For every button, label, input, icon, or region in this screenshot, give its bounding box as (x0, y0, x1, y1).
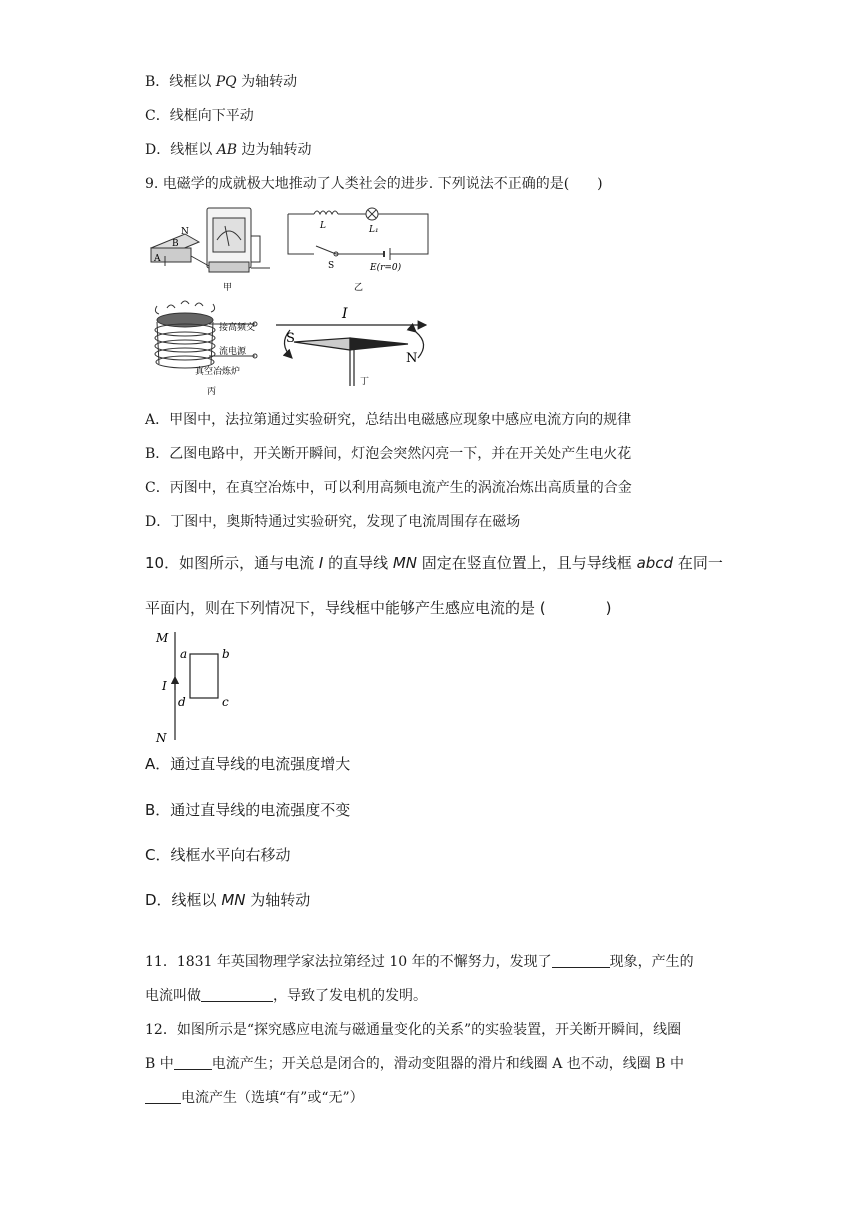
answer-blank[interactable] (174, 1055, 212, 1070)
label-ding: 丁 (360, 377, 370, 387)
stem-text: 固定在竖直位置上，且与导线框 (417, 554, 637, 572)
figure-jia (145, 206, 275, 294)
q10-option-b: B．通过直导线的电流强度不变 (145, 801, 351, 819)
q10-stem-line2: 平面内，则在下列情况下，导线框中能够产生感应电流的是 ( ) (145, 599, 612, 617)
option-text: 为轴转动 (245, 891, 311, 909)
answer-blank[interactable] (201, 987, 273, 1002)
q12-line3 (145, 1088, 364, 1108)
q12-line1: 12．如图所示是“探究感应电流与磁通量变化的关系”的实验装置，开关断开瞬间，线圈 (145, 1022, 682, 1038)
q11-line2 (145, 986, 427, 1006)
q8-option-c: C．线框向下平动 (145, 108, 254, 124)
figure-yi-circuit (284, 206, 434, 294)
label-power: 流电源 (219, 347, 247, 357)
label-n: N (156, 731, 167, 744)
q9-option-a: A．甲图中，法拉第通过实验研究，总结出电磁感应现象中感应电流方向的规律 (145, 412, 632, 428)
label-n-mag: N (181, 227, 189, 237)
q10-option-d (145, 890, 310, 910)
q8-option-b (145, 72, 297, 92)
stem-text: 在同一 (673, 554, 723, 572)
answer-blank[interactable] (552, 953, 610, 968)
label-d: d (178, 695, 186, 709)
label-c: c (222, 695, 229, 709)
label-m: M (156, 631, 169, 645)
label-l: L (320, 221, 326, 231)
q9-option-d: D．丁图中，奥斯特通过实验研究，发现了电流周围存在磁场 (145, 514, 521, 530)
option-text: 边为轴转动 (237, 142, 312, 158)
q10-stem-line1 (145, 553, 723, 573)
option-text: 为轴转动 (236, 74, 298, 90)
option-text: B．线框以 (145, 74, 216, 90)
q11-text: 电流叫做 (145, 988, 201, 1004)
label-b: b (222, 647, 230, 661)
label-current-i: I (342, 306, 348, 322)
q12-text: 电流产生（选填“有”或“无”） (181, 1090, 364, 1106)
q11-text: 现象，产生的 (609, 954, 694, 970)
label-furnace: 真空冶炼炉 (195, 367, 241, 377)
figure-q10-wire-frame (150, 628, 240, 744)
label-a: a (180, 647, 188, 661)
label-high-freq: 接高频交 (219, 323, 256, 333)
label-jia: 甲 (223, 283, 233, 293)
label-l1: L₁ (369, 225, 379, 235)
math-var: MN (392, 554, 418, 572)
option-text: D．线框以 (145, 891, 222, 909)
q8-option-d (145, 140, 312, 160)
q11-text: ，导致了发电机的发明。 (273, 988, 427, 1004)
label-i: I (162, 679, 167, 693)
label-bing: 丙 (207, 387, 217, 397)
label-b: B (172, 239, 179, 249)
label-a: A (154, 254, 161, 264)
q10-option-a: A．通过直导线的电流强度增大 (145, 755, 351, 773)
stem-text: 10．如图所示，通与电流 (145, 554, 319, 572)
figure-ding-compass (276, 300, 436, 400)
q12-text: 电流产生；开关总是闭合的，滑动变阻器的滑片和线圈 A 也不动，线圈 B 中 (211, 1056, 684, 1072)
math-var: MN (221, 891, 246, 909)
option-text: D．线框以 (145, 142, 217, 158)
label-s: S (328, 261, 335, 271)
answer-blank[interactable] (145, 1089, 181, 1104)
q9-option-b: B．乙图电路中，开关断开瞬间，灯泡会突然闪亮一下，并在开关处产生电火花 (145, 446, 632, 462)
math-var: AB (216, 142, 238, 158)
q10-option-c: C．线框水平向右移动 (145, 846, 291, 864)
math-var: PQ (215, 74, 237, 90)
math-var: I (318, 554, 324, 572)
label-yi: 乙 (354, 283, 364, 293)
q12-text: B 中 (145, 1056, 174, 1072)
math-var: abcd (636, 554, 674, 572)
label-pole-s: S (286, 331, 295, 346)
label-e: E(r=0) (370, 263, 402, 273)
figure-bing-furnace (145, 300, 275, 400)
label-pole-n: N (406, 351, 418, 366)
q11-text: 11．1831 年英国物理学家法拉第经过 10 年的不懈努力，发现了 (145, 954, 552, 970)
q12-line2 (145, 1054, 684, 1074)
q9-option-c: C．丙图中，在真空冶炼中，可以利用高频电流产生的涡流冶炼出高质量的合金 (145, 480, 632, 496)
stem-text: 的直导线 (323, 554, 393, 572)
q11-line1 (145, 952, 694, 972)
q9-stem: 9. 电磁学的成就极大地推动了人类社会的进步. 下列说法不正确的是( ) (145, 176, 603, 192)
